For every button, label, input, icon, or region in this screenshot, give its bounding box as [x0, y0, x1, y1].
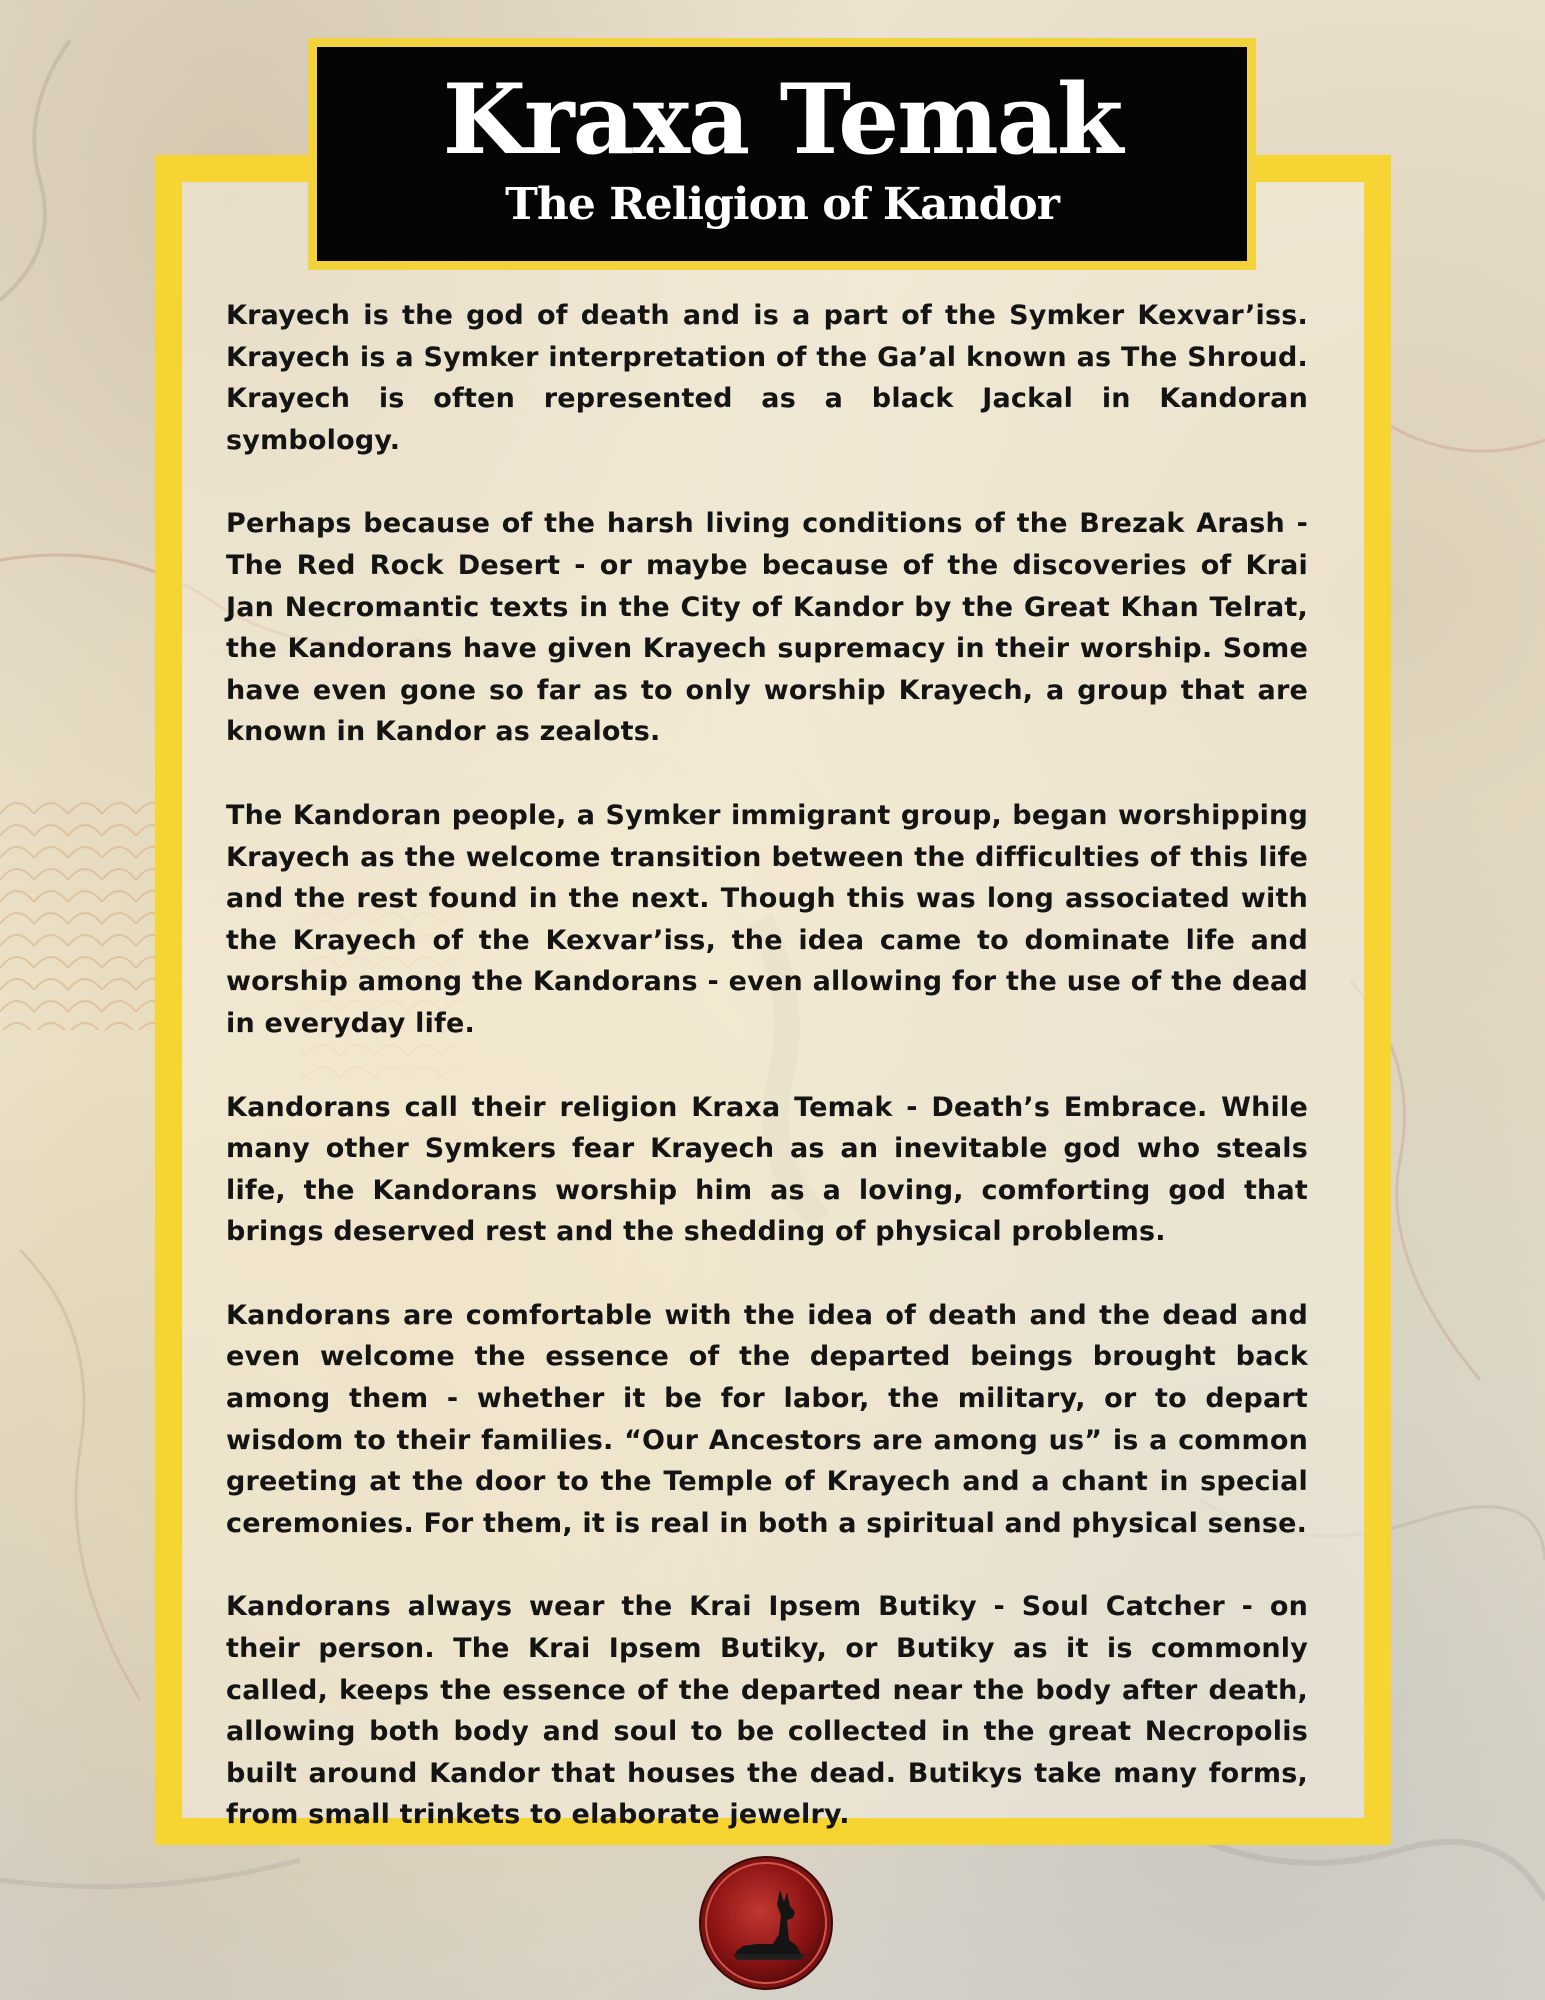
page-subtitle: The Religion of Kandor [505, 179, 1059, 230]
paragraph: Kandorans are comfortable with the idea of death and the dead and even welcome the essence of the departed beings brought back among them - whether it be for labor, the military, or to depart wisdom to their families. “Our Ancestors are among us” is a common greeting at the door to the Temple of Krayech and a chant in special ceremonies. For them, it is real in both a spiritual and physical sense. [226, 1299, 1308, 1539]
jackal-emblem-icon [697, 1854, 835, 1992]
title-banner [308, 38, 1256, 270]
paragraph: Kandorans call their religion Kraxa Temak - Death’s Embrace. While many other Symkers fear Krayech as an inevitable god who steals life, the Kandorans worship him as a loving, comforting god that brings deserved rest and the shedding of physical problems. [226, 1091, 1308, 1248]
page-title: Kraxa Temak [442, 63, 1122, 176]
paragraph: Kandorans always wear the Krai Ipsem Butiky - Soul Catcher - on their person. The Krai Ipsem Butiky, or Butiky as it is commonly called, keeps the essence of the departed near the body after death, allowing both body and soul to be collected in the great Necropolis built around Kandor that houses the dead. Butikys take many forms, from small trinkets to elaborate jewelry. [226, 1591, 1308, 1831]
paragraph: The Kandoran people, a Symker immigrant group, began worshipping Krayech as the welcome transition between the difficulties of this life and the rest found in the next. Though this was long associated with the Krayech of the Kexvar’iss, the idea came to dominate life and worship among the Kandorans - even allowing for the use of the dead in everyday life. [226, 799, 1308, 1039]
paragraph: Krayech is the god of death and is a part of the Symker Kexvar’iss. Krayech is a Symker interpretation of the Ga’al known as The Shroud. Krayech is often represented as a black Jackal in Kandoran symbology. [226, 300, 1308, 456]
article-body [226, 295, 1308, 1878]
paragraph: Perhaps because of the harsh living conditions of the Brezak Arash - The Red Rock Desert - or maybe because of the discoveries of Krai Jan Necromantic texts in the City of Kandor by the Great Khan Telrat, the Kandorans have given Krayech supremacy in their worship. Some have even gone so far as to only worship Krayech, a group that are known in Kandor as zealots. [226, 508, 1308, 748]
